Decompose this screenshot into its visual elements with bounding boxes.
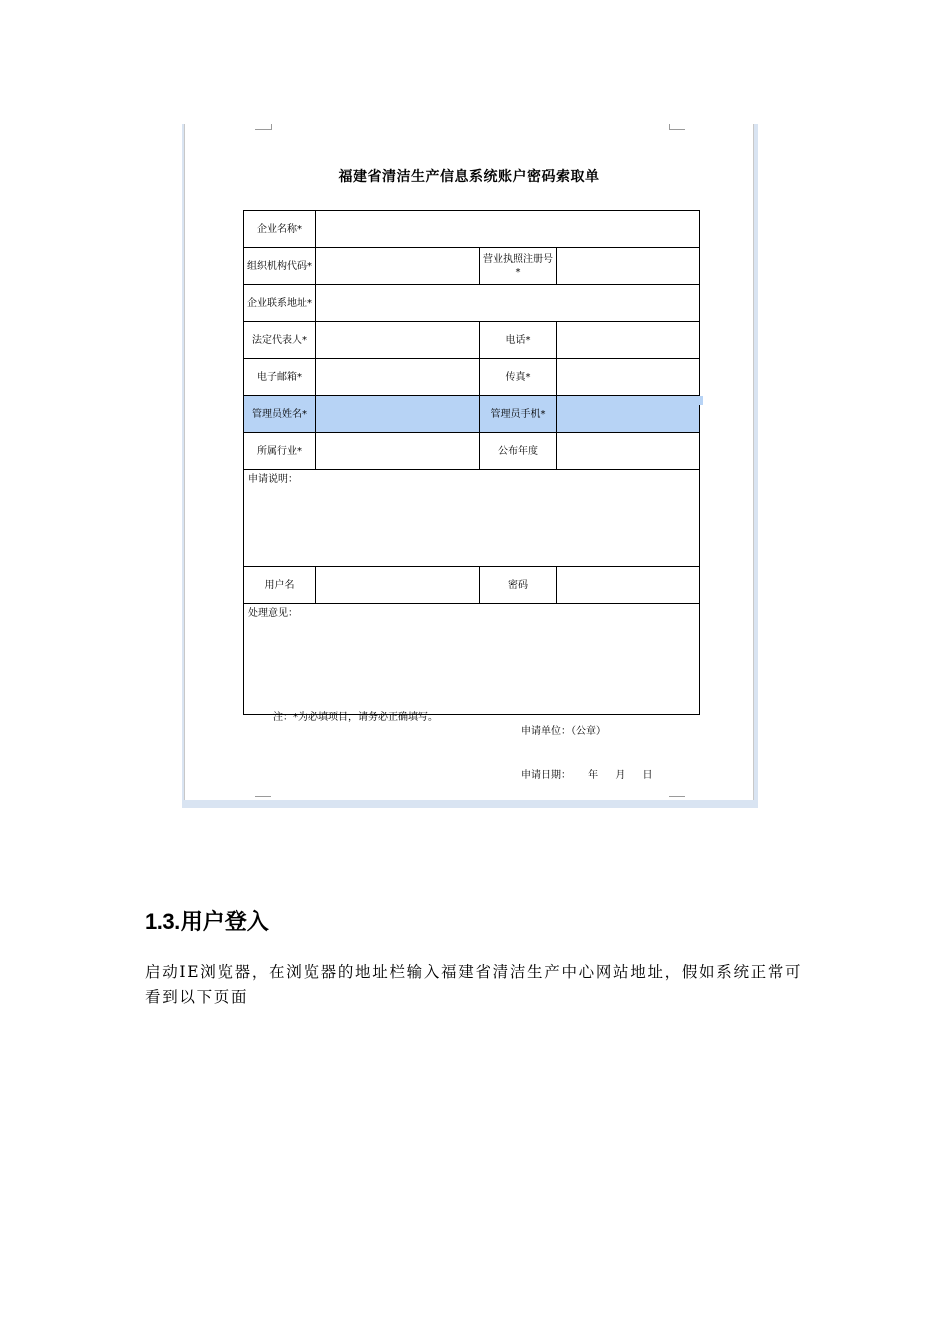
request-form-table — [243, 210, 700, 715]
label-admin-name: 管理员姓名* — [244, 396, 316, 433]
value-publish-year[interactable] — [557, 433, 700, 470]
apply-unit: 申请单位：（公章） — [521, 726, 606, 737]
crop-mark — [255, 129, 271, 130]
apply-date: 申请日期： 年 月 日 — [521, 770, 653, 781]
form-title: 福建省清洁生产信息系统账户密码索取单 — [338, 169, 600, 185]
table-row — [244, 285, 700, 322]
required-note: 注：*为必填项目，请务必正确填写。 — [273, 712, 438, 723]
form-screenshot — [182, 124, 758, 808]
value-password[interactable] — [557, 567, 700, 604]
label-phone: 电话* — [480, 322, 557, 359]
label-email: 电子邮箱* — [244, 359, 316, 396]
highlight-overflow — [699, 396, 703, 405]
label-industry: 所属行业* — [244, 433, 316, 470]
crop-mark — [669, 796, 685, 797]
value-company-address[interactable] — [316, 285, 700, 322]
body-paragraph: 启动IE浏览器，在浏览器的地址栏输入福建省清洁生产中心网站地址，假如系统正常可看到以下页面 — [145, 963, 803, 1006]
crop-mark — [669, 124, 670, 130]
table-row — [244, 604, 700, 715]
table-row-highlighted — [244, 396, 700, 433]
value-business-license[interactable] — [557, 248, 700, 285]
value-admin-name[interactable] — [316, 396, 480, 433]
processing-opinion-area[interactable]: 处理意见： — [244, 604, 700, 715]
label-admin-mobile: 管理员手机* — [480, 396, 557, 433]
section-number: 1.3. — [145, 909, 180, 934]
screenshot-bottom-band — [182, 800, 758, 808]
label-business-license: 营业执照注册号* — [480, 248, 557, 285]
crop-mark — [255, 796, 271, 797]
value-company-name[interactable] — [316, 211, 700, 248]
table-row — [244, 322, 700, 359]
label-company-name: 企业名称* — [244, 211, 316, 248]
value-legal-rep[interactable] — [316, 322, 480, 359]
label-company-address: 企业联系地址* — [244, 285, 316, 322]
table-row — [244, 567, 700, 604]
section-title: 用户登入 — [180, 909, 269, 934]
label-username: 用户名 — [244, 567, 316, 604]
crop-mark — [669, 129, 685, 130]
table-row — [244, 359, 700, 396]
value-admin-mobile[interactable] — [557, 396, 700, 433]
section-heading — [145, 905, 269, 936]
label-legal-rep: 法定代表人* — [244, 322, 316, 359]
value-org-code[interactable] — [316, 248, 480, 285]
value-industry[interactable] — [316, 433, 480, 470]
value-fax[interactable] — [557, 359, 700, 396]
form-page — [184, 124, 754, 800]
crop-mark — [271, 124, 272, 130]
table-row — [244, 248, 700, 285]
value-phone[interactable] — [557, 322, 700, 359]
value-username[interactable] — [316, 567, 480, 604]
label-publish-year: 公布年度 — [480, 433, 557, 470]
application-note-area[interactable]: 申请说明： — [244, 470, 700, 567]
table-row — [244, 433, 700, 470]
label-fax: 传真* — [480, 359, 557, 396]
value-email[interactable] — [316, 359, 480, 396]
label-org-code: 组织机构代码* — [244, 248, 316, 285]
label-password: 密码 — [480, 567, 557, 604]
table-row — [244, 211, 700, 248]
table-row — [244, 470, 700, 567]
